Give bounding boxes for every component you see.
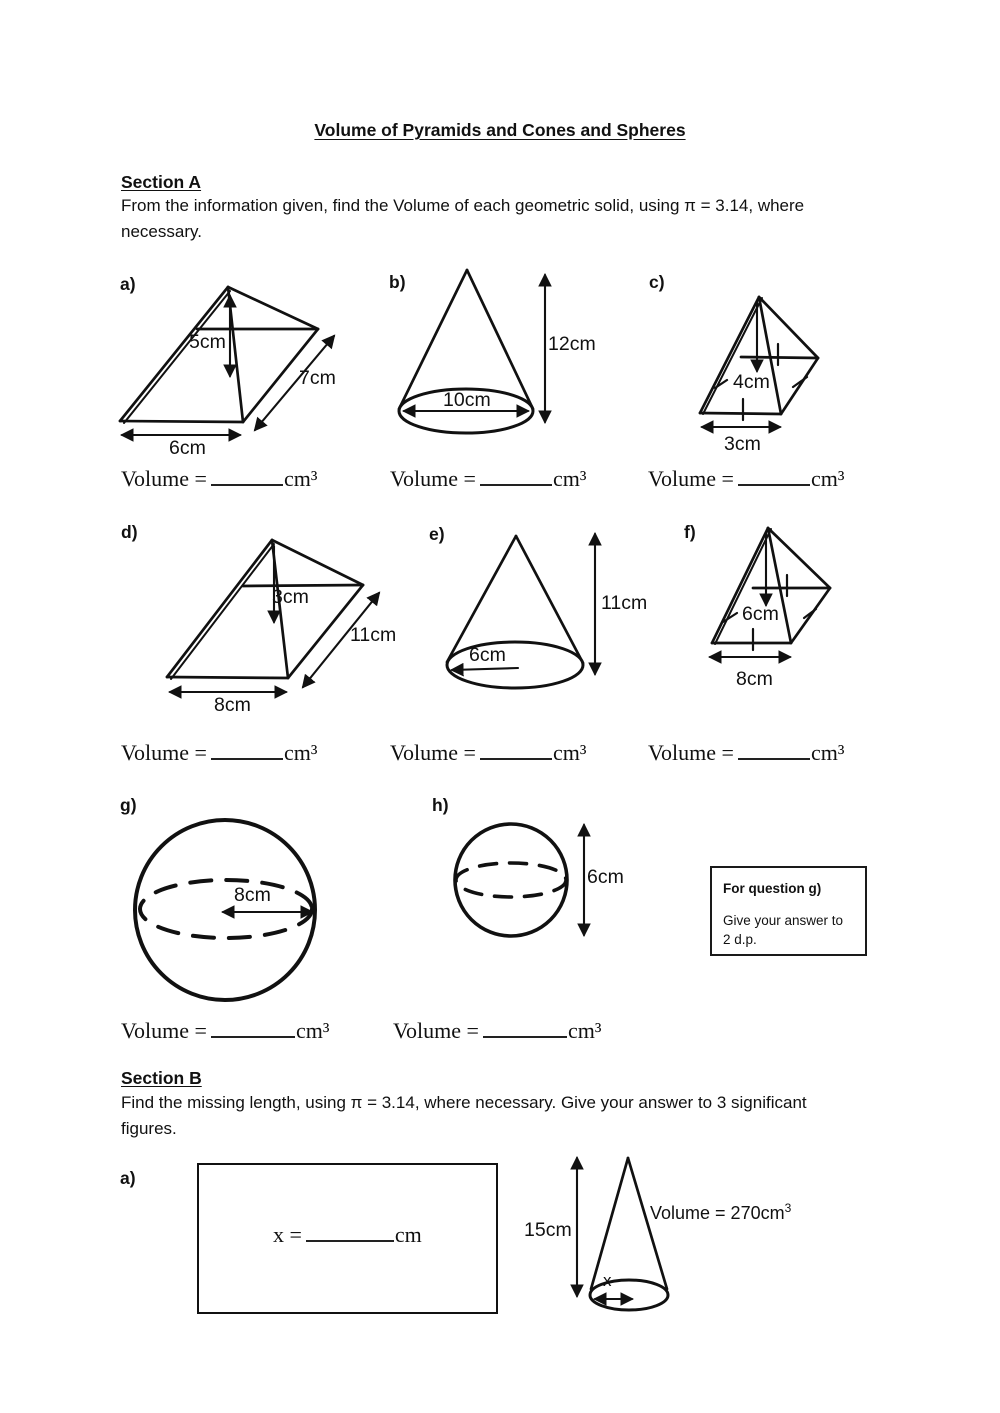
pyramid-f-figure [702,517,847,675]
question-label-d: d) [121,522,138,542]
x-answer-blank[interactable] [306,1223,394,1242]
volume-blank-d[interactable] [211,741,283,760]
volume-label-f: Volume = [648,740,734,765]
volume-label-g: Volume = [121,1018,207,1043]
volume-unit-b: cm³ [552,466,587,491]
page-title: Volume of Pyramids and Cones and Spheres [314,120,686,140]
dim-label-c-base: 3cm [724,433,761,455]
volume-answer-g [121,1018,329,1044]
volume-unit-c: cm³ [810,466,845,491]
section-b-heading: Section B [121,1068,202,1088]
volume-answer-a [121,466,317,492]
dim-label-f-base: 8cm [736,668,773,690]
volume-answer-d [121,740,317,766]
answer-box-b-a [197,1163,498,1314]
note-box-body-line2: 2 d.p. [723,931,757,947]
dim-label-e-radius: 6cm [469,644,506,666]
question-label-b: b) [389,272,406,292]
note-box-title: For question g) [723,881,822,896]
note-box-body-line1: Give your answer to [723,912,844,928]
question-label-h: h) [432,795,449,815]
x-answer-line [273,1222,422,1248]
volume-unit-f: cm³ [810,740,845,765]
volume-label-b: Volume = [390,466,476,491]
pyramid-c-outline [700,297,818,414]
pyramid-c-figure [692,287,840,445]
dim-label-f-height: 6cm [742,603,779,625]
question-label-b-a: a) [120,1168,136,1188]
cone-b-a-figure [560,1148,695,1320]
dim-label-g-radius: 8cm [234,884,271,906]
volume-blank-f[interactable] [738,741,810,760]
note-box [710,866,867,956]
cone-b-figure [392,262,572,440]
dim-label-a-slant: 7cm [299,367,336,389]
dim-label-a-height: 5cm [189,331,226,353]
dim-label-e-height: 11cm [601,592,648,614]
dim-label-a-base: 6cm [169,437,206,459]
section-b-instructions-line1: Find the missing length, using π = 3.14, where necessary. Give your answer to 3 significant [121,1093,807,1112]
sphere-g-outline [135,820,315,1000]
volume-blank-b[interactable] [480,467,552,486]
question-label-e: e) [429,524,445,544]
radius-arrow-e [452,668,518,670]
section-b-instructions-line2: figures. [121,1119,177,1138]
volume-answer-f [648,740,844,766]
cone-b-a-volume-sup: 3 [784,1201,792,1215]
volume-label-d: Volume = [121,740,207,765]
volume-blank-g[interactable] [211,1019,295,1038]
volume-answer-c [648,466,844,492]
pyramid-a-outline [120,287,318,423]
x-label: x = [273,1222,302,1247]
volume-blank-a[interactable] [211,467,283,486]
volume-label-a: Volume = [121,466,207,491]
dim-label-b-diameter: 10cm [443,389,491,411]
x-unit: cm [394,1222,422,1247]
volume-unit-a: cm³ [283,466,318,491]
section-a-instructions-line2: necessary. [121,222,202,241]
dim-label-d-base: 8cm [214,694,251,716]
volume-label-h: Volume = [393,1018,479,1043]
question-label-g: g) [120,795,137,815]
dim-label-d-height: 3cm [272,586,309,608]
dim-label-b-a-height: 15cm [524,1219,572,1241]
dim-label-d-slant: 11cm [350,624,397,646]
volume-answer-h [393,1018,601,1044]
volume-blank-c[interactable] [738,467,810,486]
question-label-a: a) [120,274,136,294]
volume-label-c: Volume = [648,466,734,491]
cone-b-a-outline [590,1158,668,1310]
volume-unit-d: cm³ [283,740,318,765]
cone-b-a-volume-label [650,1201,791,1224]
sphere-h-outline [455,824,567,936]
question-label-f: f) [684,522,696,542]
volume-unit-h: cm³ [567,1018,602,1043]
volume-answer-b [390,466,586,492]
section-a-instructions-line1: From the information given, find the Volume of each geometric solid, using π = 3.14, where [121,196,805,215]
volume-label-e: Volume = [390,740,476,765]
volume-unit-g: cm³ [295,1018,330,1043]
section-a-heading: Section A [121,172,202,192]
cone-e-outline [447,536,583,688]
volume-answer-e [390,740,586,766]
volume-blank-e[interactable] [480,741,552,760]
pyramid-d-outline [167,540,363,679]
sphere-h-figure [452,818,602,950]
volume-unit-e: cm³ [552,740,587,765]
dim-label-b-a-x: x [603,1271,612,1290]
volume-blank-h[interactable] [483,1019,567,1038]
cone-e-figure [442,522,622,700]
sphere-g-figure [128,813,333,1008]
dim-label-c-height: 4cm [733,371,770,393]
cone-b-a-volume-text: Volume = 270cm [650,1203,785,1223]
dim-label-b-height: 12cm [548,333,596,355]
pyramid-f-outline [712,528,830,644]
question-label-c: c) [649,272,665,292]
dim-label-h-diameter: 6cm [587,866,624,888]
